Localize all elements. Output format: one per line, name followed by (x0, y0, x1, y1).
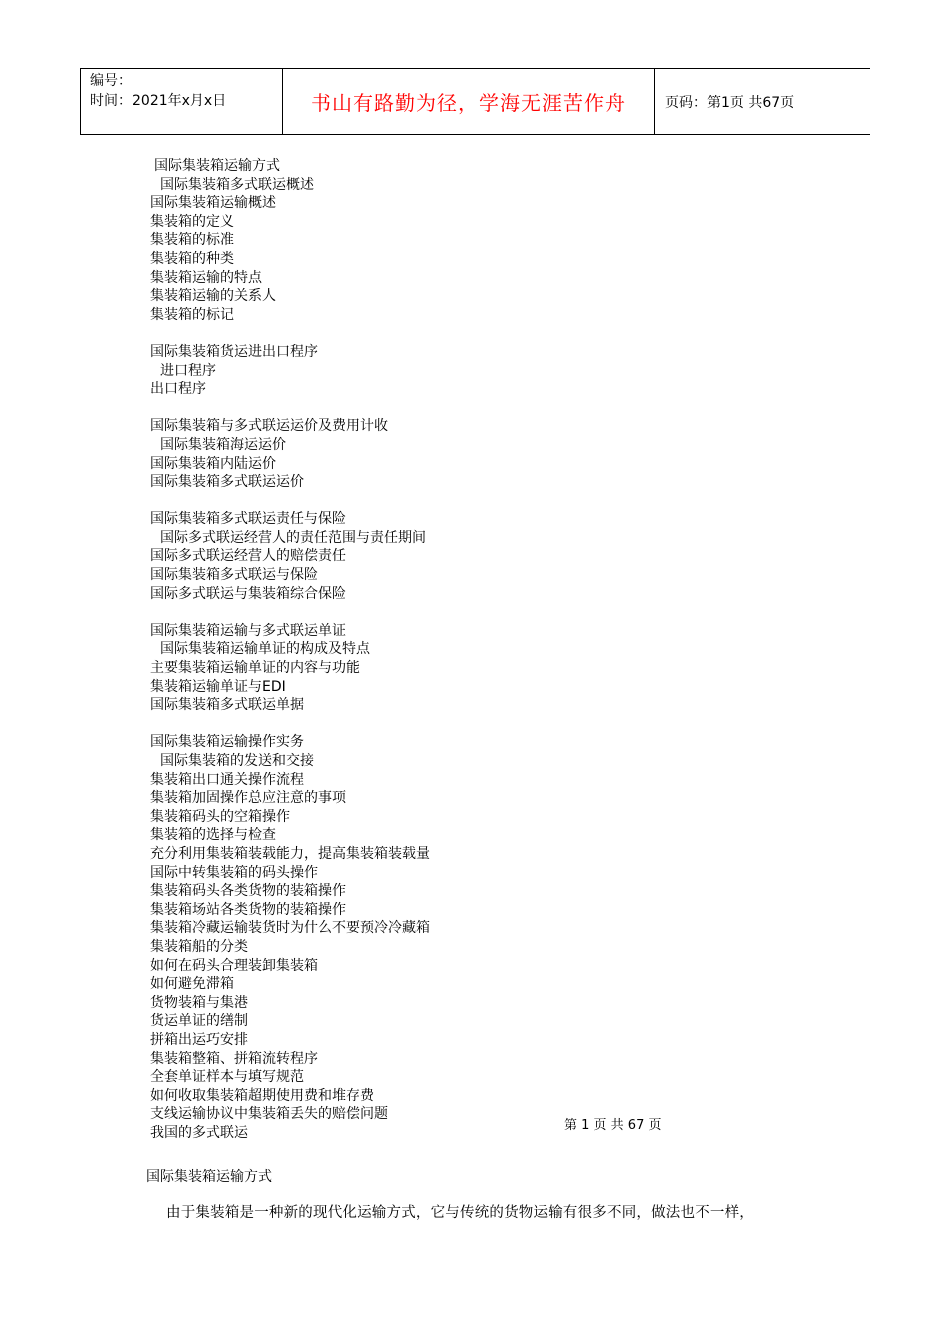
toc-item: 国际集装箱的发送和交接 (160, 753, 314, 769)
toc-item: 集装箱的选择与检查 (150, 827, 276, 844)
toc-spacer (150, 324, 430, 343)
number-label: 编号： (90, 73, 132, 89)
toc-item: 集装箱出口通关操作流程 (150, 771, 304, 788)
toc-item: 货物装箱与集港 (150, 994, 248, 1011)
toc-item: 出口程序 (150, 381, 206, 398)
toc-item: 集装箱船的分类 (150, 938, 248, 955)
time-label: 时间：2021年x月x日 (90, 93, 227, 109)
table-of-contents (150, 157, 430, 1142)
toc-item: 国际集装箱运输单证的构成及特点 (160, 641, 370, 658)
toc-item: 集装箱的定义 (150, 213, 234, 230)
body-paragraph: 由于集装箱是一种新的现代化运输方式，它与传统的货物运输有很多不同，做法也不一样， (166, 1205, 754, 1221)
toc-item: 国际集装箱多式联运运价 (150, 474, 304, 491)
toc-item: 国际多式联运经营人的赔偿责任 (150, 548, 346, 565)
toc-item: 集装箱运输的特点 (150, 269, 262, 286)
toc-spacer (150, 603, 430, 622)
toc-item: 国际集装箱海运运价 (160, 436, 286, 453)
motto: 书山有路勤为径，学海无涯苦作舟 (311, 91, 626, 115)
toc-item: 国际多式联运与集装箱综合保险 (150, 585, 346, 602)
toc-item: 国际集装箱多式联运概述 (160, 176, 314, 193)
toc-item: 国际中转集装箱的码头操作 (150, 864, 318, 881)
toc-item: 集装箱整箱、拼箱流转程序 (150, 1050, 318, 1067)
toc-spacer (150, 715, 430, 734)
toc-heading: 国际集装箱货运进出口程序 (150, 343, 318, 360)
toc-item: 国际集装箱内陆运价 (150, 455, 276, 472)
toc-item: 国际集装箱多式联运与保险 (150, 567, 318, 584)
toc-item: 货运单证的缮制 (150, 1013, 248, 1030)
toc-item: 集装箱的种类 (150, 250, 234, 267)
toc-item: 全套单证样本与填写规范 (150, 1069, 304, 1086)
toc-item: 集装箱冷藏运输装货时为什么不要预冷冷藏箱 (150, 920, 430, 937)
section-heading: 国际集装箱运输方式 (146, 1169, 272, 1185)
toc-item: 如何收取集装箱超期使用费和堆存费 (150, 1087, 374, 1104)
header-page-cell (655, 69, 870, 134)
toc-item: 如何在码头合理装卸集装箱 (150, 957, 318, 974)
toc-heading: 国际集装箱与多式联运运价及费用计收 (150, 418, 388, 435)
header-meta-cell (81, 69, 283, 134)
toc-item: 国际集装箱运输概述 (150, 195, 276, 212)
toc-item: 集装箱场站各类货物的装箱操作 (150, 901, 346, 918)
toc-item: 我国的多式联运 (150, 1124, 248, 1141)
toc-item: 国际集装箱多式联运单据 (150, 697, 304, 714)
header-motto-cell (283, 69, 655, 134)
page-footer: 第 1 页 共 67 页 (564, 1118, 662, 1133)
toc-item: 支线运输协议中集装箱丢失的赔偿问题 (150, 1106, 388, 1123)
toc-item: 集装箱的标准 (150, 232, 234, 249)
toc-item: 进口程序 (160, 362, 216, 379)
page-info: 页码：第1页 共67页 (665, 94, 795, 111)
toc-item: 充分利用集装箱装载能力，提高集装箱装载量 (150, 845, 430, 862)
toc-item: 如何避免滞箱 (150, 976, 234, 993)
toc-item: 集装箱码头各类货物的装箱操作 (150, 883, 346, 900)
toc-item: 主要集装箱运输单证的内容与功能 (150, 660, 360, 677)
toc-item: 国际多式联运经营人的责任范围与责任期间 (160, 529, 426, 546)
toc-spacer (150, 492, 430, 511)
toc-heading: 国际集装箱运输操作实务 (150, 734, 304, 751)
toc-spacer (150, 399, 430, 418)
toc-item: 集装箱码头的空箱操作 (150, 808, 290, 825)
toc-item: 集装箱运输的关系人 (150, 288, 276, 305)
toc-heading: 国际集装箱运输与多式联运单证 (150, 622, 346, 639)
toc-heading: 国际集装箱运输方式 (154, 158, 280, 174)
toc-item: 集装箱的标记 (150, 306, 234, 323)
toc-heading: 国际集装箱多式联运责任与保险 (150, 511, 346, 528)
header-table (80, 68, 870, 135)
toc-item: 拼箱出运巧安排 (150, 1031, 248, 1048)
toc-item: 集装箱运输单证与EDI (150, 678, 286, 695)
toc-item: 集装箱加固操作总应注意的事项 (150, 790, 346, 807)
